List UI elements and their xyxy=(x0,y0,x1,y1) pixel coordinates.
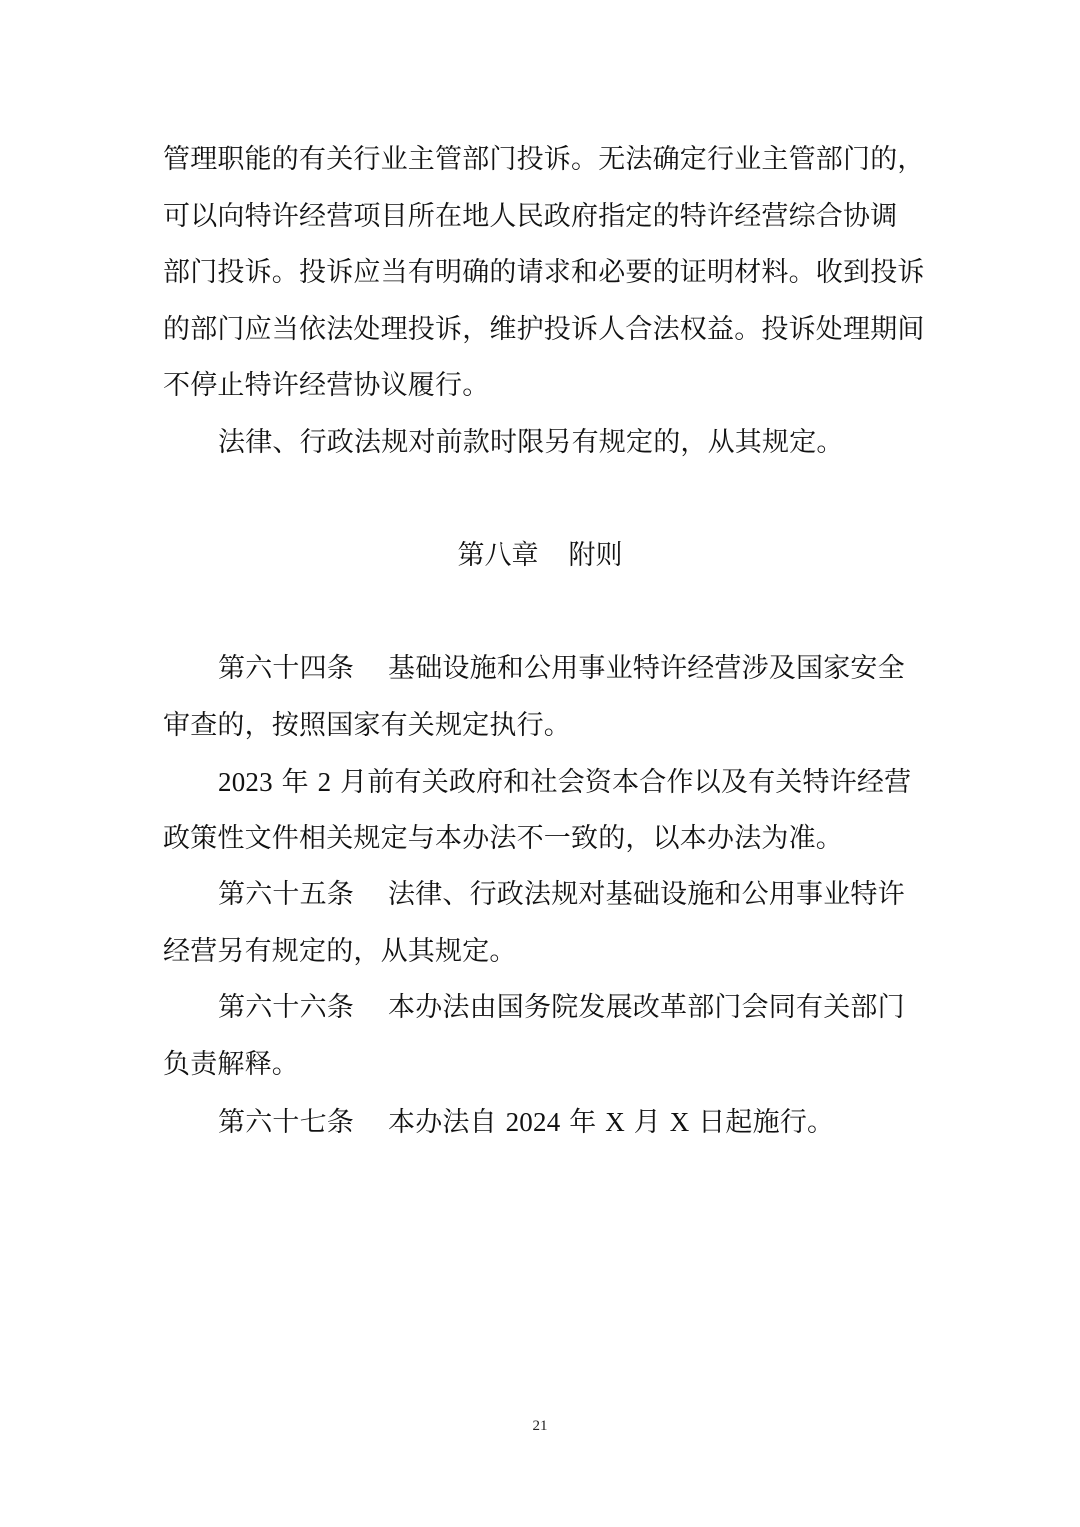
article-line: 政策性文件相关规定与本办法不一致的，以本办法为准。 xyxy=(163,823,843,854)
chapter-heading xyxy=(0,537,1080,575)
article-label: 第六十五条 xyxy=(218,879,354,910)
article-line xyxy=(218,876,978,914)
article-line: 负责解释。 xyxy=(163,1049,299,1080)
article-line: 审查的，按照国家有关规定执行。 xyxy=(163,710,571,741)
month-value: X xyxy=(605,1107,625,1137)
article-text: 基础设施和公用事业特许经营涉及国家安全 xyxy=(388,653,905,684)
paragraph-line: 不停止特许经营协议履行。 xyxy=(163,370,490,401)
article-text: 日起施行。 xyxy=(698,1107,835,1138)
article-text: 前有关政府和社会资本合作以及有关特许经营 xyxy=(367,767,912,798)
year-number: 2024 xyxy=(505,1107,561,1137)
article-line: 经营另有规定的，从其规定。 xyxy=(163,936,517,967)
chapter-title: 附则 xyxy=(568,540,623,571)
article-label: 第六十六条 xyxy=(218,992,354,1023)
year-unit: 年 xyxy=(569,1107,597,1138)
month-unit: 月 xyxy=(340,767,368,798)
paragraph-line: 部门投诉。投诉应当有明确的请求和必要的证明材料。收到投诉 xyxy=(163,257,925,288)
page-number: 21 xyxy=(532,1418,548,1434)
article-text: 法律、行政法规对基础设施和公用事业特许 xyxy=(388,879,905,910)
paragraph-line: 法律、行政法规对前款时限另有规定的，从其规定。 xyxy=(218,427,844,458)
month-unit: 月 xyxy=(633,1107,661,1138)
paragraph-line: 可以向特许经营项目所在地人民政府指定的特许经营综合协调 xyxy=(163,201,898,232)
article-label: 第六十七条 xyxy=(218,1107,354,1138)
year-unit: 年 xyxy=(281,767,309,798)
article-line xyxy=(218,650,978,688)
article-text: 本办法自 xyxy=(388,1107,497,1138)
month-number: 2 xyxy=(317,767,332,797)
paragraph-line: 的部门应当依法处理投诉，维护投诉人合法权益。投诉处理期间 xyxy=(163,314,925,345)
article-line xyxy=(218,763,978,802)
day-value: X xyxy=(669,1107,690,1137)
chapter-number: 第八章 xyxy=(457,540,539,571)
article-line xyxy=(218,1103,978,1142)
year-number: 2023 xyxy=(218,767,273,797)
article-label: 第六十四条 xyxy=(218,653,354,684)
article-line xyxy=(218,989,978,1027)
article-text: 本办法由国务院发展改革部门会同有关部门 xyxy=(388,992,905,1023)
paragraph-line: 管理职能的有关行业主管部门投诉。无法确定行业主管部门的， xyxy=(163,144,925,175)
